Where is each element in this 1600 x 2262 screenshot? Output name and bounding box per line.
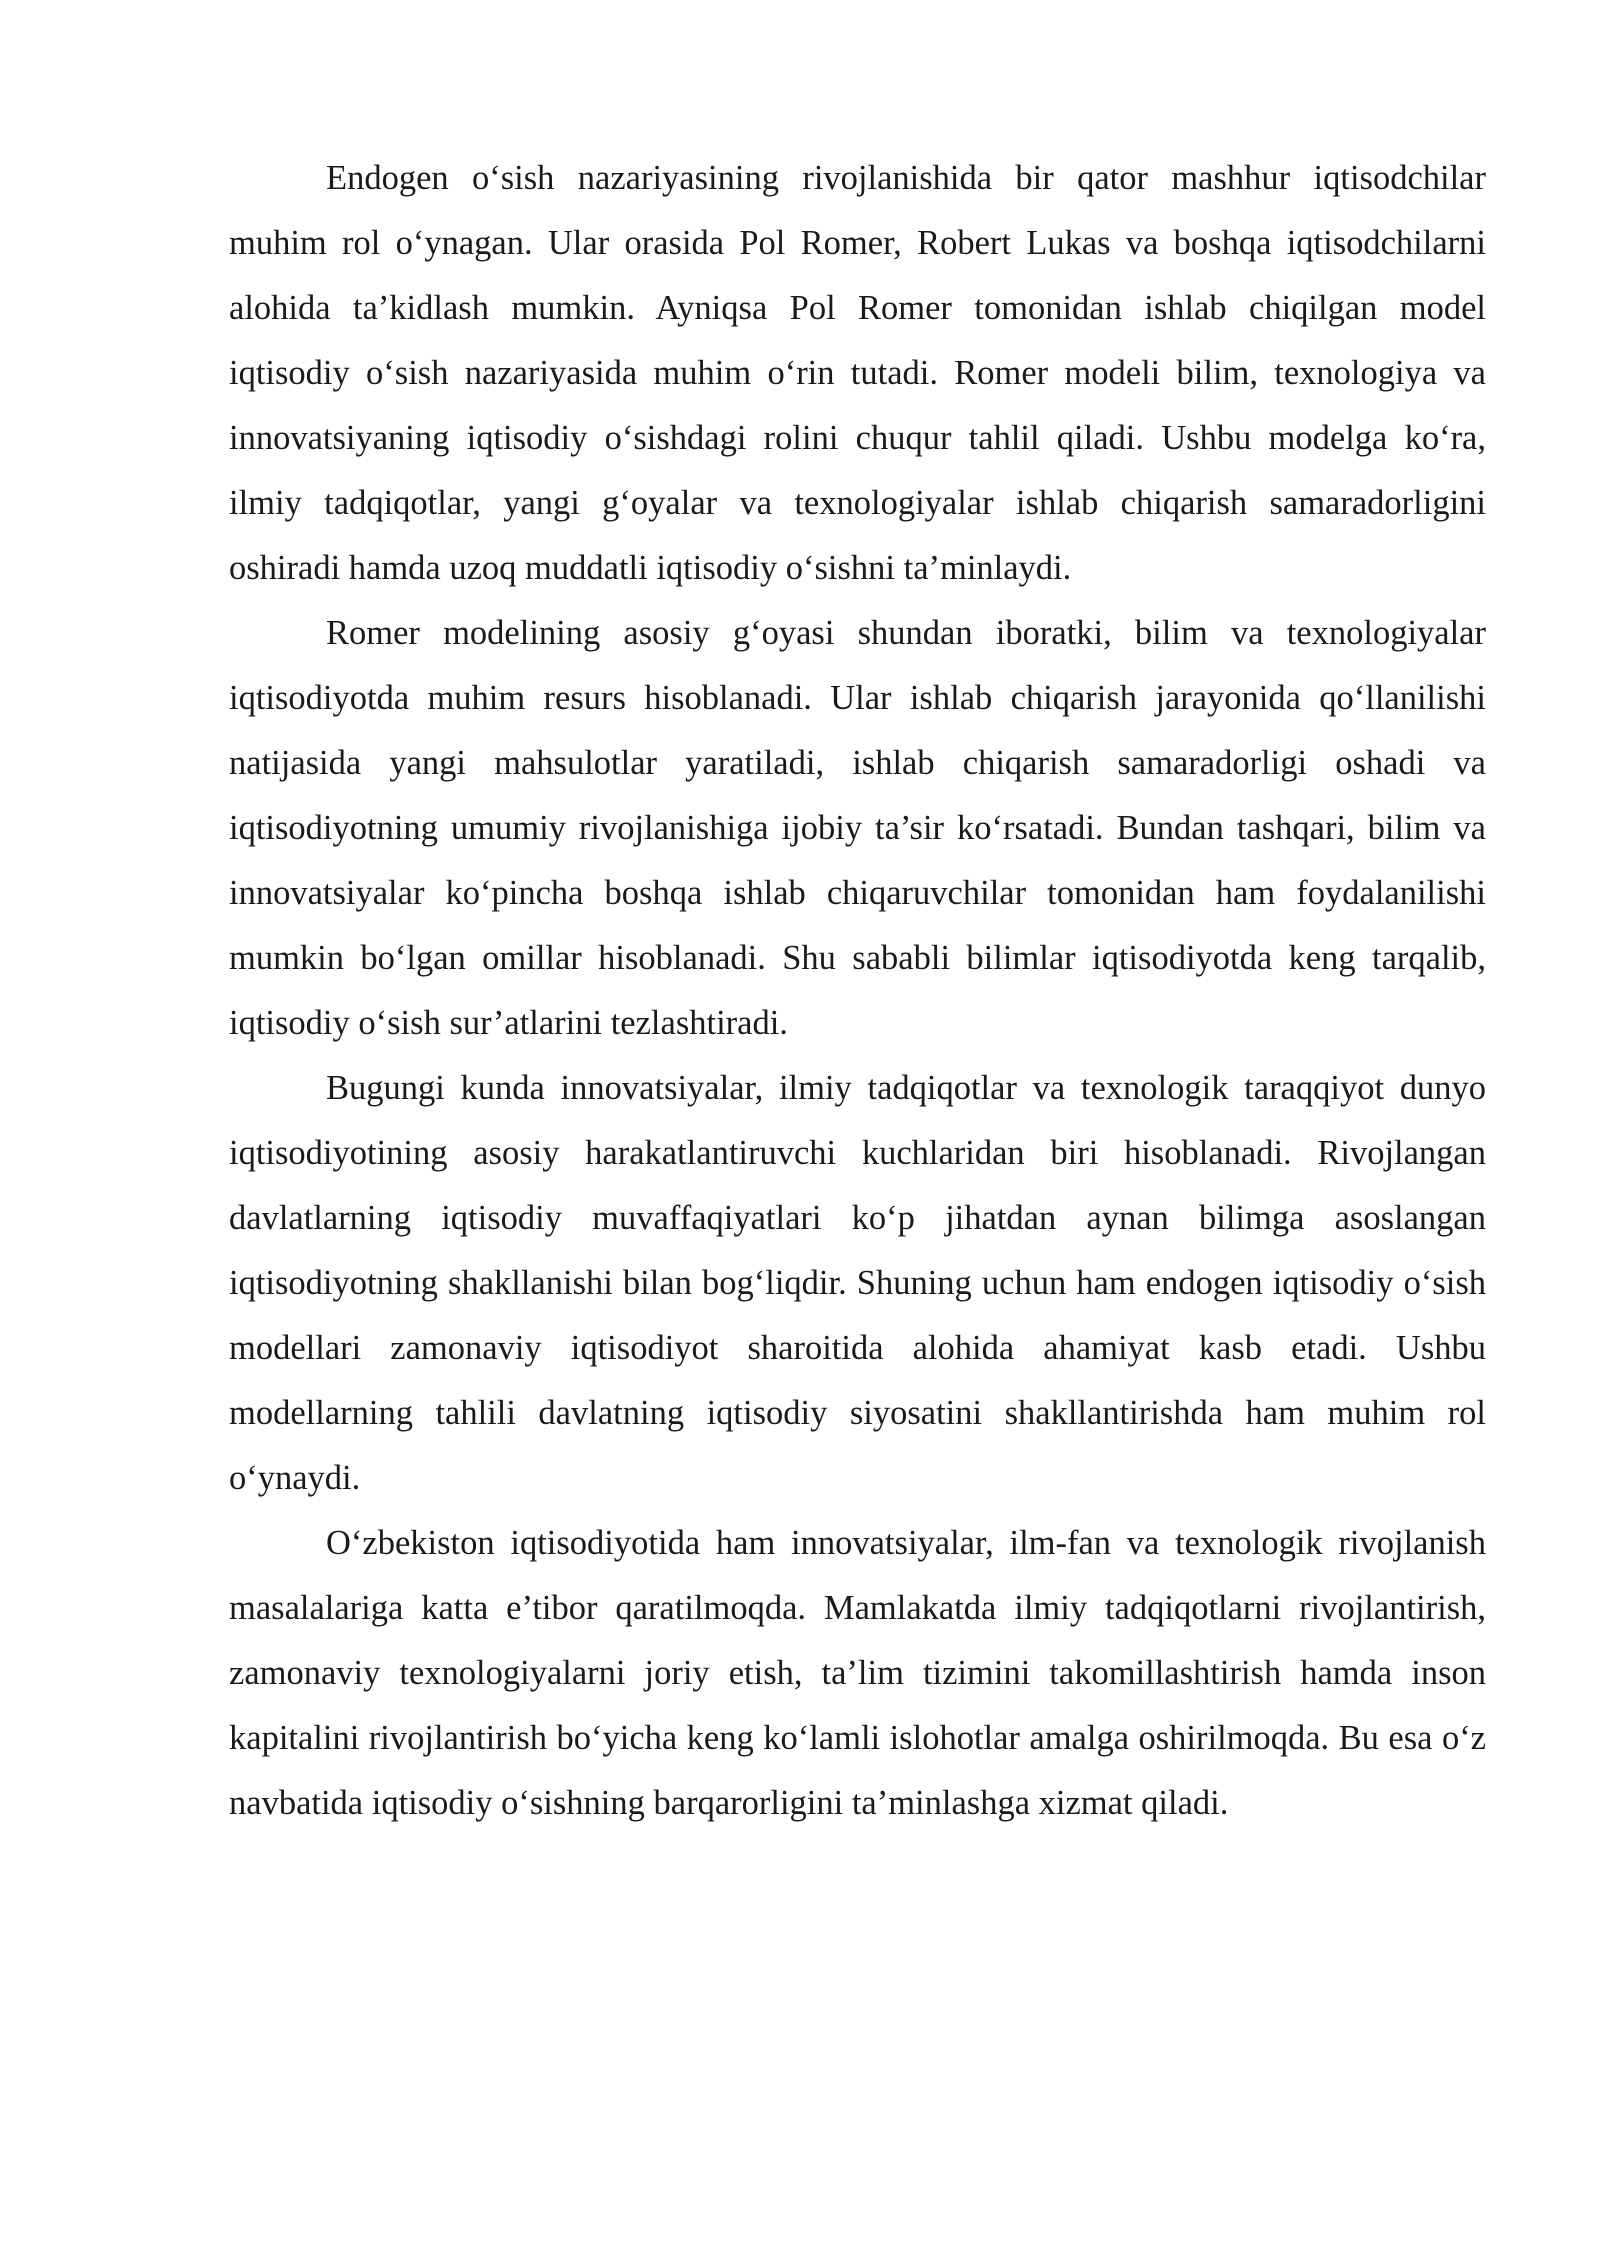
paragraph-3: Bugungi kunda innovatsiyalar, ilmiy tadqiqotlar va texnologik taraqqiyot dunyo iqtisodiyotining asosiy harakatlantiruvchi kuchlaridan biri hisoblanadi. Rivojlangan davlatlarning iqtisodiy muvaffaqiyatlari ko‘p jihatdan aynan bilimga asoslangan iqtisodiyotning shakllanishi bilan bog‘liqdir. Shuning uchun ham endogen iqtisodiy o‘sish modellari zamonaviy iqtisodiyot sharoitida alohida ahamiyat kasb etadi. Ushbu modellarning tahlili davlatning iqtisodiy siyosatini shakllantirishda ham muhim rol o‘ynaydi. [229,1069,1486,1497]
paragraph-1: Endogen o‘sish nazariyasining rivojlanishida bir qator mashhur iqtisodchilar muhim rol o‘ynagan. Ular orasida Pol Romer, Robert Lukas va boshqa iqtisodchilarni alohida ta’kidlash mumkin. Ayniqsa Pol Romer tomonidan ishlab chiqilgan model iqtisodiy o‘sish nazariyasida muhim o‘rin tutadi. Romer modeli bilim, texnologiya va innovatsiyaning iqtisodiy o‘sishdagi rolini chuqur tahlil qiladi. Ushbu modelga ko‘ra, ilmiy tadqiqotlar, yangi g‘oyalar va texnologiyalar ishlab chiqarish samaradorligini oshiradi hamda uzoq muddatli iqtisodiy o‘sishni ta’minlaydi. [229,159,1486,587]
paragraph-2: Romer modelining asosiy g‘oyasi shundan iboratki, bilim va texnologiyalar iqtisodiyotda muhim resurs hisoblanadi. Ular ishlab chiqarish jarayonida qo‘llanilishi natijasida yangi mahsulotlar yaratiladi, ishlab chiqarish samaradorligi oshadi va iqtisodiyotning umumiy rivojlanishiga ijobiy ta’sir ko‘rsatadi. Bundan tashqari, bilim va innovatsiyalar ko‘pincha boshqa ishlab chiqaruvchilar tomonidan ham foydalanilishi mumkin bo‘lgan omillar hisoblanadi. Shu sababli bilimlar iqtisodiyotda keng tarqalib, iqtisodiy o‘sish sur’atlarini tezlashtiradi. [229,614,1486,1042]
document-body [229,146,1486,1836]
paragraph-4: O‘zbekiston iqtisodiyotida ham innovatsiyalar, ilm-fan va texnologik rivojlanish masalalariga katta e’tibor qaratilmoqda. Mamlakatda ilmiy tadqiqotlarni rivojlantirish, zamonaviy texnologiyalarni joriy etish, ta’lim tizimini takomillashtirish hamda inson kapitalini rivojlantirish bo‘yicha keng ko‘lamli islohotlar amalga oshirilmoqda. Bu esa o‘z navbatida iqtisodiy o‘sishning barqarorligini ta’minlashga xizmat qiladi. [229,1524,1486,1822]
